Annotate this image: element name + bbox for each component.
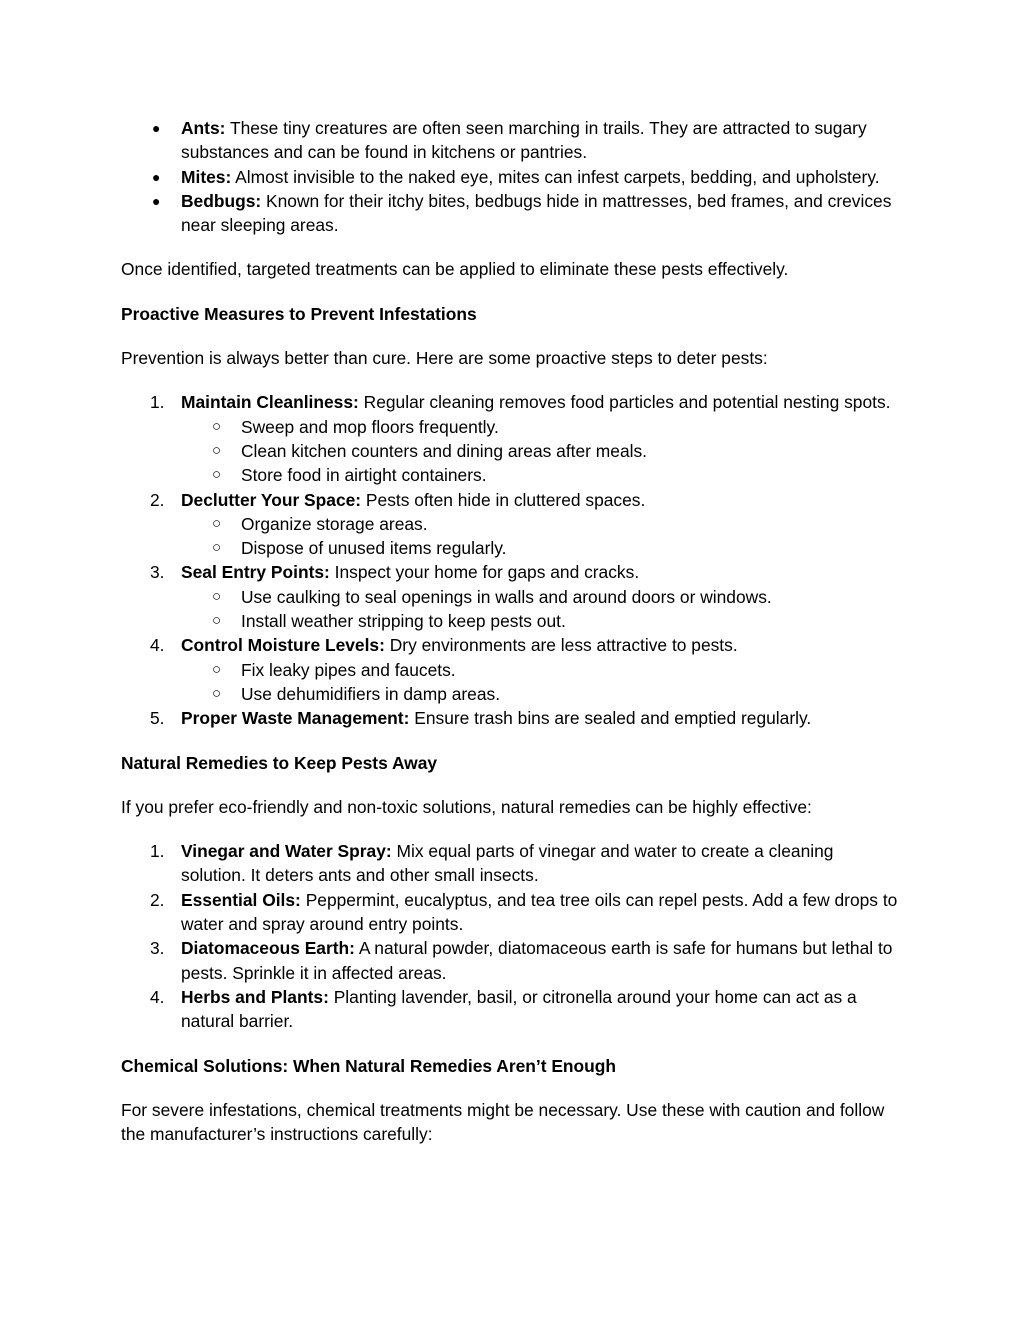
item-text: Known for their itchy bites, bedbugs hide in mattresses, bed frames, and crevices near sleeping areas. <box>181 190 892 236</box>
sub-bullet-marker: ○ <box>212 466 222 484</box>
prevention-steps-list <box>121 390 901 730</box>
list-item <box>121 189 901 238</box>
item-term: Seal Entry Points: <box>181 562 330 583</box>
list-item <box>121 165 901 189</box>
item-text: Peppermint, eucalyptus, and tea tree oils can repel pests. Add a few drops to water and spray around entry points. <box>181 889 898 935</box>
sub-bullet-marker: ○ <box>212 417 222 435</box>
section-paragraph: For severe infestations, chemical treatments might be necessary. Use these with caution and follow the manufacturer’s instructions carefully: <box>121 1099 885 1145</box>
section-paragraph: Prevention is always better than cure. Here are some proactive steps to deter pests: <box>121 348 768 369</box>
sub-bullet-marker: ○ <box>212 684 222 702</box>
sub-item-text: Use dehumidifiers in damp areas. <box>241 683 501 704</box>
item-term: Proper Waste Management: <box>181 708 410 729</box>
item-term: Control Moisture Levels: <box>181 635 385 656</box>
sub-item-text: Dispose of unused items regularly. <box>241 538 507 559</box>
sub-item-text: Store food in airtight containers. <box>241 465 487 486</box>
sub-item-text: Organize storage areas. <box>241 513 428 534</box>
list-item <box>121 936 901 985</box>
sub-list-item <box>121 682 901 706</box>
item-term: Declutter Your Space: <box>181 489 362 510</box>
list-number: 4. <box>150 986 165 1007</box>
bullet-marker: ● <box>152 120 161 136</box>
intro-paragraph: Once identified, targeted treatments can be applied to eliminate these pests effectively. <box>121 259 789 280</box>
sub-bullet-marker: ○ <box>212 514 222 532</box>
sub-bullet-marker: ○ <box>212 660 222 678</box>
item-text: Dry environments are less attractive to pests. <box>384 635 738 656</box>
list-item <box>121 706 901 730</box>
item-term: Mites: <box>181 166 232 187</box>
item-term: Essential Oils: <box>181 889 301 910</box>
list-number: 3. <box>150 938 165 959</box>
item-text: A natural powder, diatomaceous earth is safe for humans but lethal to pests. Sprinkle it in affected areas. <box>181 938 893 983</box>
pest-bullet-list <box>121 116 901 237</box>
item-text: Pests often hide in cluttered spaces. <box>361 489 646 510</box>
item-text: Mix equal parts of vinegar and water to create a cleaning solution. It deters ants and other small insects. <box>181 841 834 886</box>
list-item <box>121 488 901 512</box>
bullet-marker: ● <box>152 168 161 185</box>
item-term: Herbs and Plants: <box>181 986 329 1007</box>
sub-item-text: Clean kitchen counters and dining areas after meals. <box>241 440 648 461</box>
item-text: Inspect your home for gaps and cracks. <box>329 562 640 583</box>
list-item <box>121 560 901 584</box>
sub-list-item <box>121 658 901 682</box>
section-heading: Proactive Measures to Prevent Infestations <box>121 303 477 324</box>
item-text: These tiny creatures are often seen marching in trails. They are attracted to sugary substances and can be found in kitchens or pantries. <box>181 118 867 163</box>
item-term: Maintain Cleanliness: <box>181 392 359 413</box>
sub-list-item <box>121 415 901 439</box>
item-text: Ensure trash bins are sealed and emptied regularly. <box>409 708 812 729</box>
sub-item-text: Sweep and mop floors frequently. <box>241 416 499 437</box>
sub-list-item <box>121 439 901 463</box>
section-heading: Natural Remedies to Keep Pests Away <box>121 752 438 773</box>
sub-item-text: Install weather stripping to keep pests out. <box>241 611 566 632</box>
list-item <box>121 633 901 657</box>
item-term: Diatomaceous Earth: <box>181 938 355 959</box>
list-item <box>121 985 901 1034</box>
list-number: 2. <box>150 489 165 510</box>
sub-list-item <box>121 609 901 633</box>
list-number: 1. <box>150 392 165 413</box>
sub-bullet-marker: ○ <box>212 539 222 557</box>
item-text: Almost invisible to the naked eye, mites can infest carpets, bedding, and upholstery. <box>231 166 880 187</box>
list-number: 3. <box>150 562 165 583</box>
sub-list-item <box>121 585 901 609</box>
item-term: Bedbugs: <box>181 190 262 211</box>
item-term: Ants: <box>181 118 226 138</box>
sub-bullet-marker: ○ <box>212 612 222 630</box>
item-text: Regular cleaning removes food particles and potential nesting spots. <box>358 392 891 413</box>
section-paragraph: If you prefer eco-friendly and non-toxic solutions, natural remedies can be highly effective: <box>121 796 812 817</box>
sub-bullet-marker: ○ <box>212 441 222 459</box>
list-number: 1. <box>150 841 165 862</box>
list-number: 4. <box>150 635 165 656</box>
list-number: 5. <box>150 708 165 729</box>
natural-remedies-list <box>121 839 901 1033</box>
document-page <box>121 116 901 1146</box>
sub-item-text: Use caulking to seal openings in walls and around doors or windows. <box>241 586 772 607</box>
sub-list-item <box>121 536 901 560</box>
sub-bullet-marker: ○ <box>212 587 222 605</box>
sub-list-item <box>121 463 901 487</box>
list-item <box>121 888 901 937</box>
item-text: Planting lavender, basil, or citronella around your home can act as a natural barrier. <box>181 986 857 1032</box>
list-item <box>121 839 901 888</box>
list-item <box>121 390 901 414</box>
sub-item-text: Fix leaky pipes and faucets. <box>241 659 456 680</box>
sub-list-item <box>121 512 901 536</box>
section-heading: Chemical Solutions: When Natural Remedies Aren’t Enough <box>121 1055 617 1076</box>
item-term: Vinegar and Water Spray: <box>181 841 392 862</box>
list-item <box>121 116 901 165</box>
list-number: 2. <box>150 889 165 910</box>
bullet-marker: ● <box>152 192 161 209</box>
